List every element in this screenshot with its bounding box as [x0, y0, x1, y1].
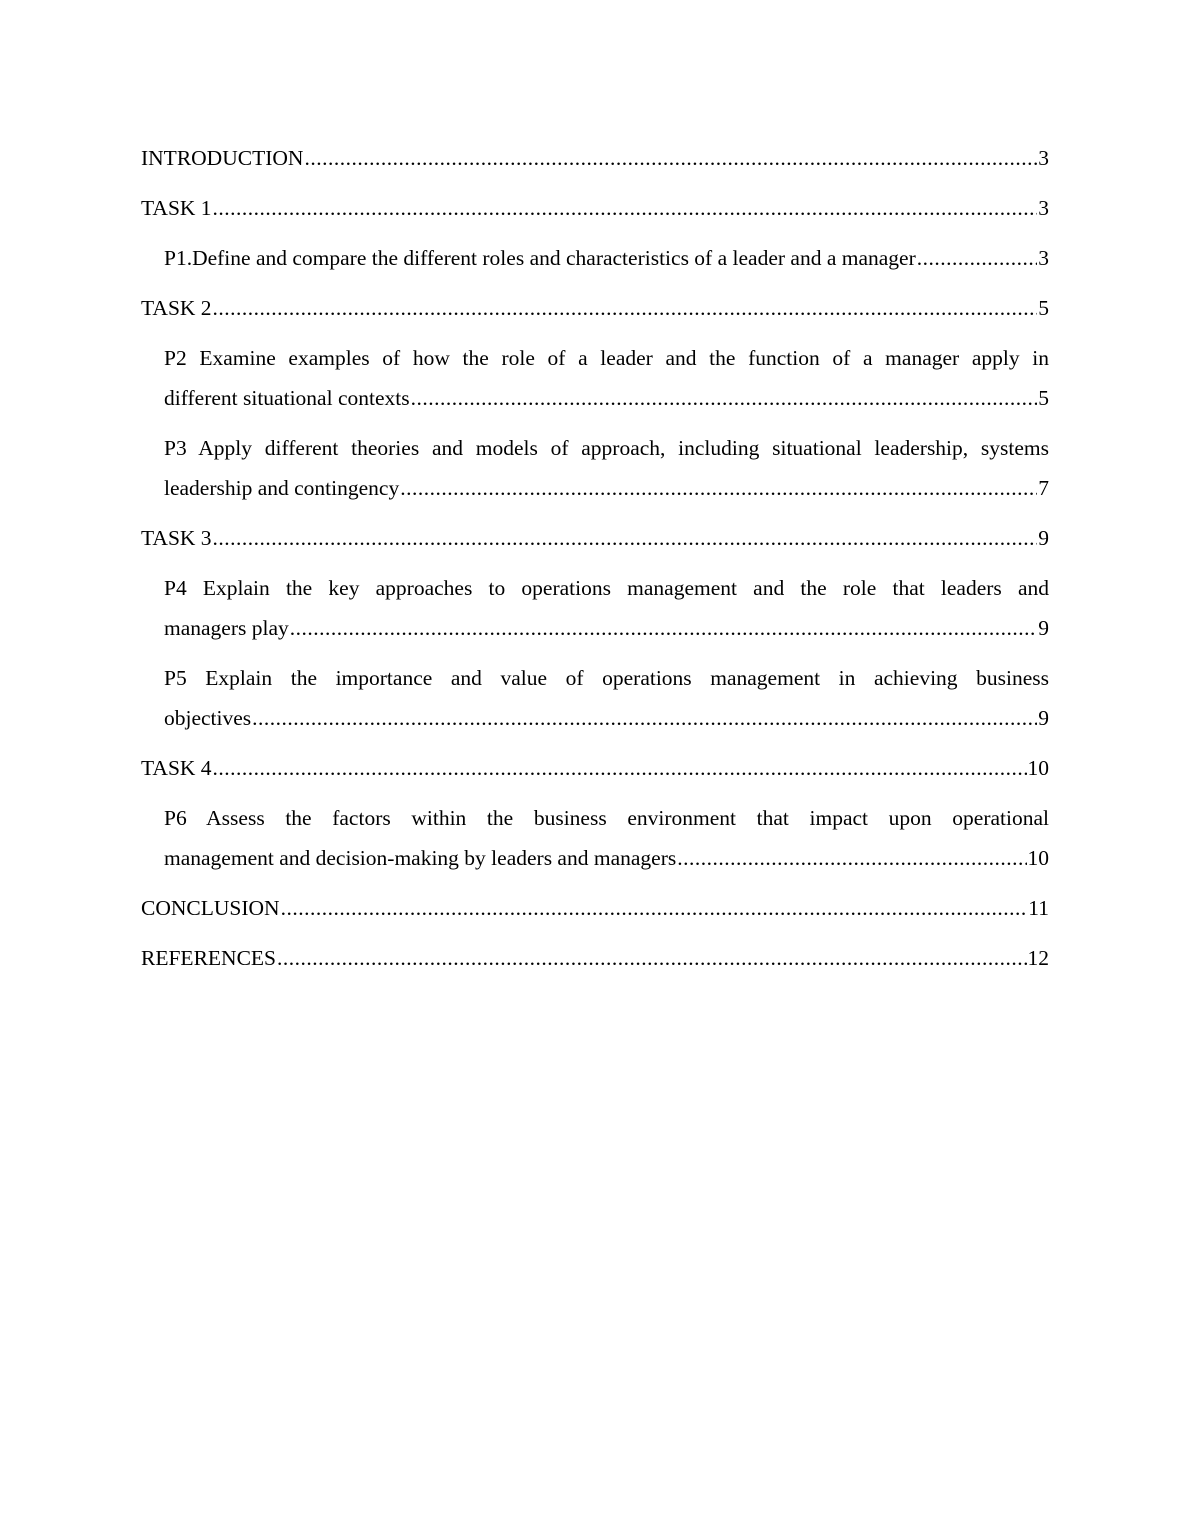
toc-entry-p6[interactable]: [141, 798, 1049, 878]
toc-entry-title-line2: leadership and contingency: [164, 476, 400, 500]
toc-entry-title: INTRODUCTION: [141, 146, 304, 170]
toc-entry-title: TASK 3: [141, 526, 212, 550]
toc-entry-task-3[interactable]: [141, 518, 1049, 558]
toc-entry-title-line1: P5 Explain the importance and value of operations management in achieving business: [164, 666, 1049, 690]
toc-entry-title: REFERENCES: [141, 946, 276, 970]
toc-entry-title: CONCLUSION: [141, 896, 280, 920]
toc-entry-p5[interactable]: [141, 658, 1049, 738]
toc-page-number: 9: [1038, 526, 1049, 550]
toc-entry-task-1[interactable]: [141, 188, 1049, 228]
toc-entry-p1[interactable]: [141, 238, 1049, 278]
toc-entry-p3[interactable]: [141, 428, 1049, 508]
toc-entry-title: TASK 1: [141, 196, 212, 220]
toc-entry-title-line2: objectives: [164, 706, 252, 730]
toc-page-number: 11: [1028, 896, 1049, 920]
toc-entry-title-line1: P3 Apply different theories and models of approach, including situational leadership, systems: [164, 436, 1049, 460]
dot-leader: [213, 748, 1027, 788]
dot-leader: [304, 138, 1037, 178]
toc-page-number: 7: [1038, 476, 1049, 500]
dot-leader: [281, 888, 1028, 928]
table-of-contents: [141, 138, 1049, 988]
dot-leader: [277, 938, 1027, 978]
toc-page-number: 12: [1027, 946, 1049, 970]
toc-page-number: 5: [1038, 296, 1049, 320]
toc-page-number: 9: [1038, 706, 1049, 730]
toc-page-number: 3: [1038, 196, 1049, 220]
toc-page-number: 10: [1027, 756, 1049, 780]
toc-entry-task-4[interactable]: [141, 748, 1049, 788]
toc-entry-task-2[interactable]: [141, 288, 1049, 328]
toc-page-number: 3: [1038, 246, 1049, 270]
toc-entry-title-line1: P6 Assess the factors within the business environment that impact upon operational: [164, 806, 1049, 830]
dot-leader: [411, 378, 1038, 418]
dot-leader: [917, 238, 1038, 278]
toc-entry-title-line2: managers play: [164, 616, 289, 640]
toc-page-number: 10: [1027, 846, 1049, 870]
dot-leader: [213, 288, 1038, 328]
toc-entry-conclusion[interactable]: [141, 888, 1049, 928]
dot-leader: [677, 838, 1026, 878]
toc-entry-title: TASK 4: [141, 756, 212, 780]
toc-entry-title-line2: management and decision-making by leaders and managers: [164, 846, 677, 870]
dot-leader: [400, 468, 1037, 508]
toc-page-number: 9: [1038, 616, 1049, 640]
toc-entry-title-line1: P2 Examine examples of how the role of a leader and the function of a manager apply in: [164, 346, 1049, 370]
dot-leader: [290, 608, 1037, 648]
toc-entry-p4[interactable]: [141, 568, 1049, 648]
dot-leader: [252, 698, 1037, 738]
toc-entry-introduction[interactable]: [141, 138, 1049, 178]
toc-page-number: 5: [1038, 386, 1049, 410]
dot-leader: [213, 518, 1038, 558]
dot-leader: [213, 188, 1038, 228]
toc-entry-title: P1.Define and compare the different roles and characteristics of a leader and a manager: [164, 246, 916, 270]
toc-entry-references[interactable]: [141, 938, 1049, 978]
toc-entry-p2[interactable]: [141, 338, 1049, 418]
toc-page-number: 3: [1038, 146, 1049, 170]
toc-entry-title: TASK 2: [141, 296, 212, 320]
toc-entry-title-line2: different situational contexts: [164, 386, 410, 410]
toc-entry-title-line1: P4 Explain the key approaches to operations management and the role that leaders and: [164, 576, 1049, 600]
